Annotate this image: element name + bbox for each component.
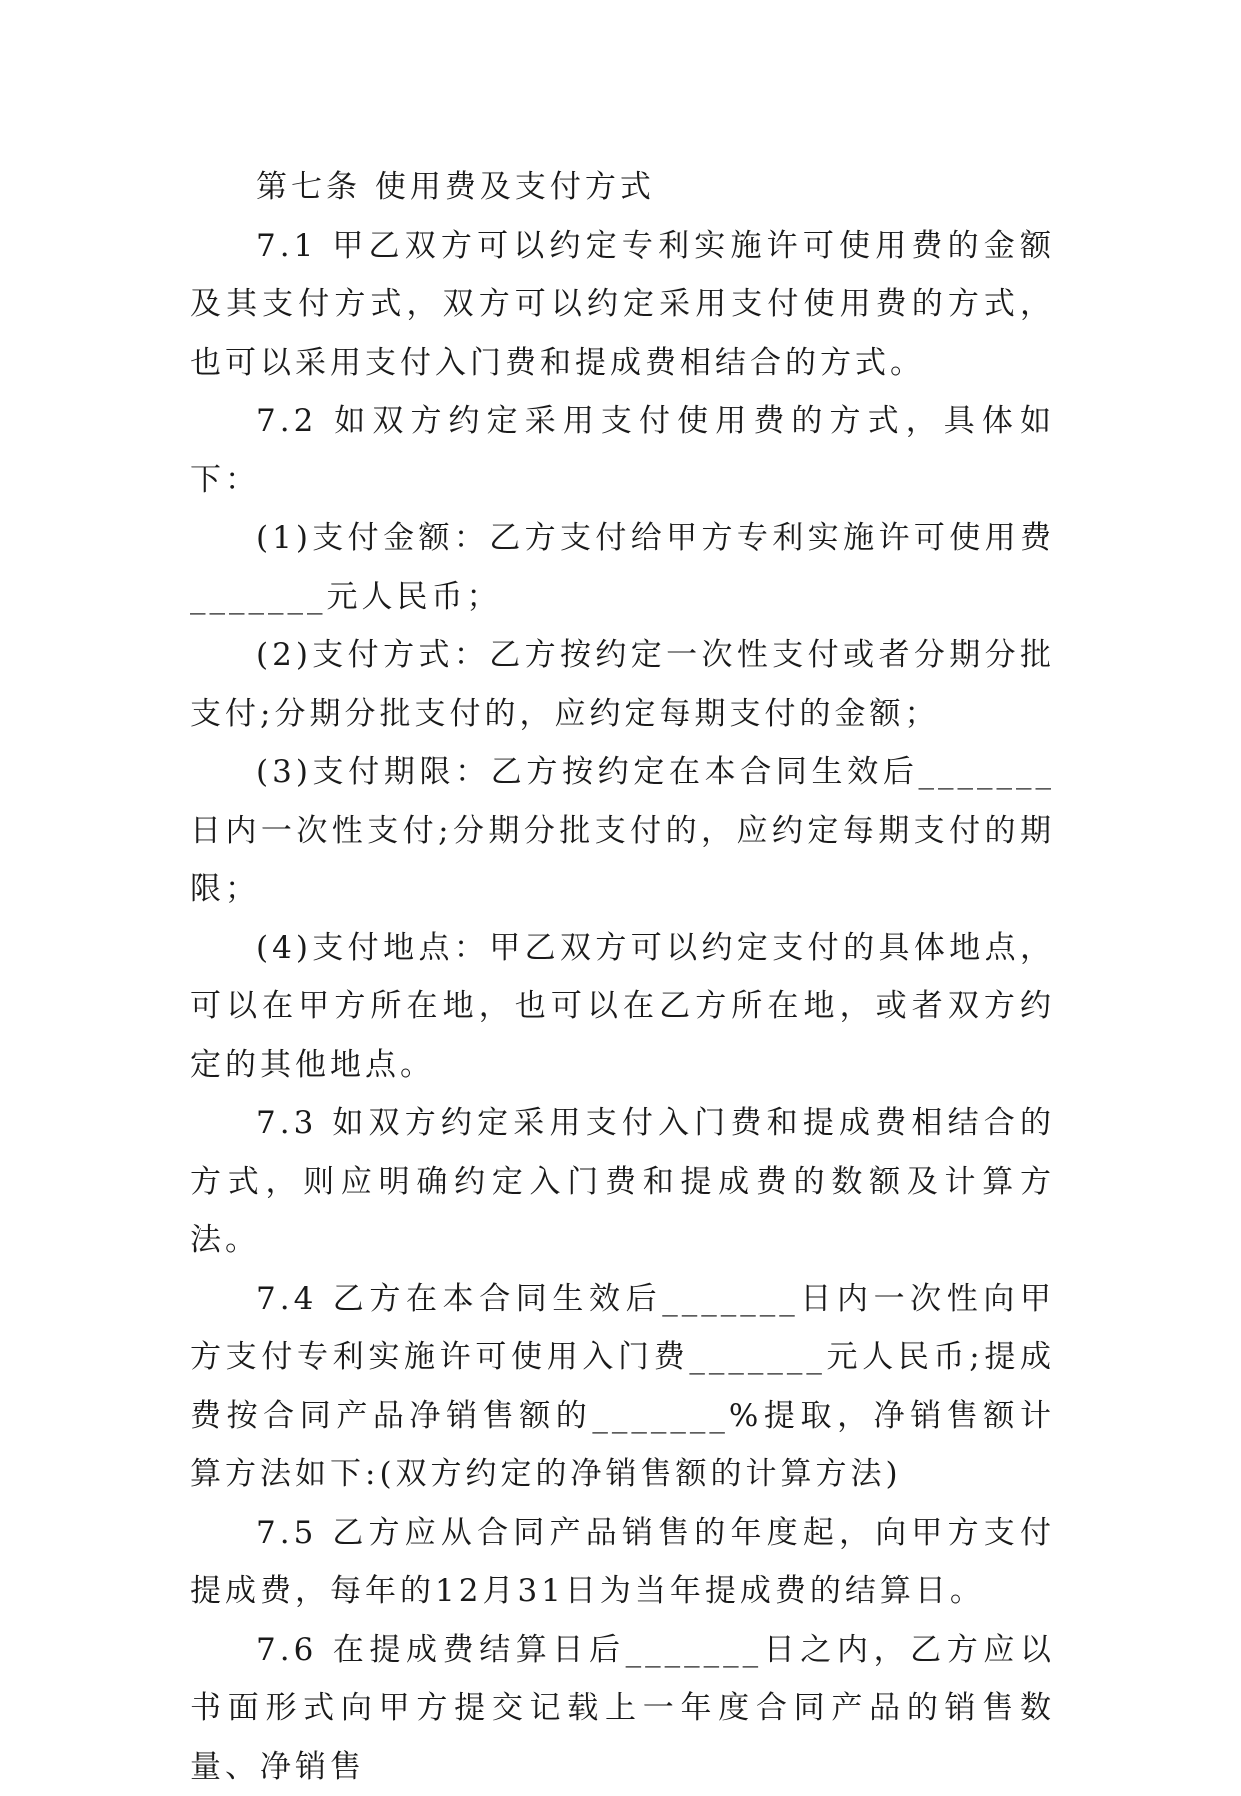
- clause-7-2-item-2: (2)支付方式：乙方按约定一次性支付或者分期分批支付;分期分批支付的，应约定每期支付的金额；: [190, 626, 1055, 743]
- clause-7-3: 7.3 如双方约定采用支付入门费和提成费相结合的方式，则应明确约定入门费和提成费的数额及计算方法。: [190, 1094, 1055, 1270]
- clause-7-2-item-4: (4)支付地点：甲乙双方可以约定支付的具体地点，可以在甲方所在地，也可以在乙方所在地，或者双方约定的其他地点。: [190, 919, 1055, 1095]
- document-body: [190, 158, 1055, 1796]
- clause-7-6: 7.6 在提成费结算日后_______日之内，乙方应以书面形式向甲方提交记载上一年度合同产品的销售数量、净销售: [190, 1621, 1055, 1796]
- clause-7-4: 7.4 乙方在本合同生效后_______日内一次性向甲方支付专利实施许可使用入门费_______元人民币;提成费按合同产品净销售额的_______%提取，净销售额计算方法如下:(双方约定的净销售额的计算方法): [190, 1270, 1055, 1504]
- clause-7-2: 7.2 如双方约定采用支付使用费的方式，具体如下：: [190, 392, 1055, 509]
- clause-7-5: 7.5 乙方应从合同产品销售的年度起，向甲方支付提成费，每年的12月31日为当年提成费的结算日。: [190, 1504, 1055, 1621]
- clause-7-2-item-1: (1)支付金额：乙方支付给甲方专利实施许可使用费_______元人民币；: [190, 509, 1055, 626]
- article-heading: 第七条 使用费及支付方式: [190, 158, 1055, 217]
- clause-7-1: 7.1 甲乙双方可以约定专利实施许可使用费的金额及其支付方式，双方可以约定采用支付使用费的方式，也可以采用支付入门费和提成费相结合的方式。: [190, 217, 1055, 393]
- clause-7-2-item-3: (3)支付期限：乙方按约定在本合同生效后_______日内一次性支付;分期分批支付的，应约定每期支付的期限；: [190, 743, 1055, 919]
